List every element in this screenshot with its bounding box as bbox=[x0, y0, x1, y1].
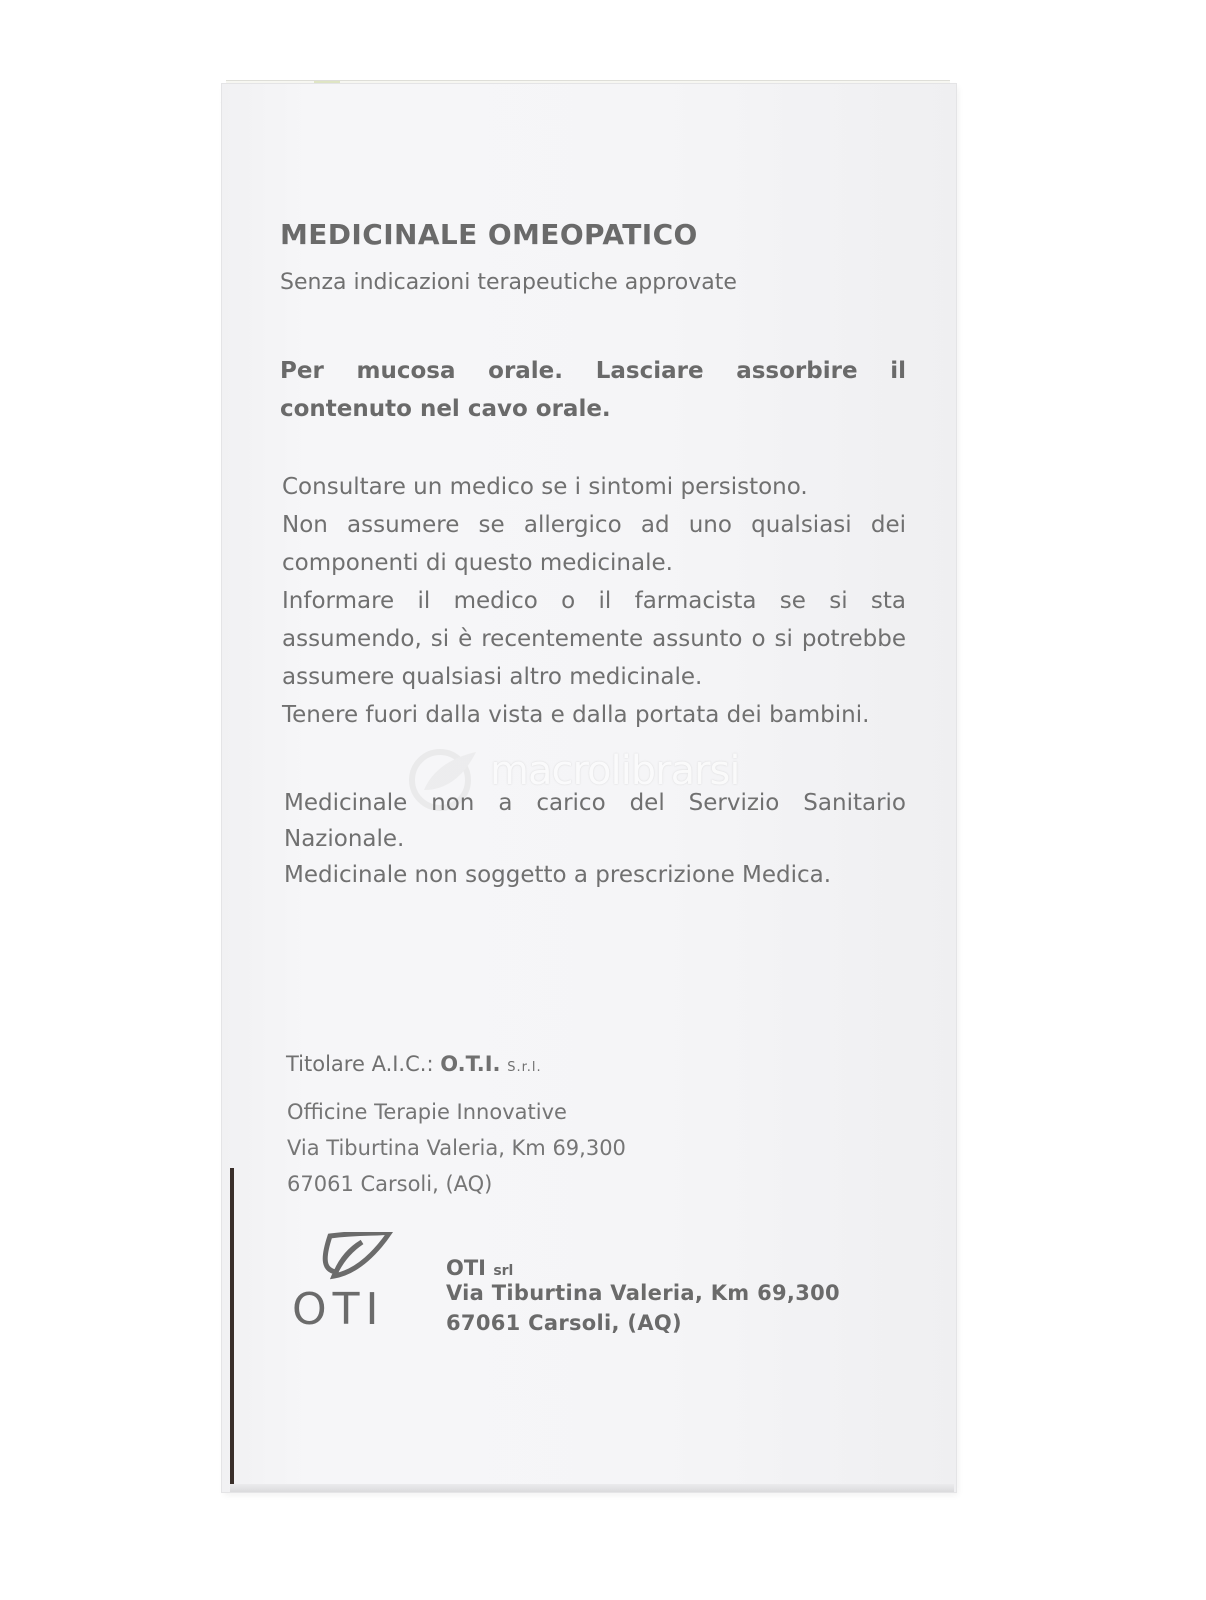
holder-address-line2: 67061 Carsoli, (AQ) bbox=[287, 1172, 493, 1196]
aic-holder-suffix: S.r.l. bbox=[507, 1060, 542, 1075]
warnings-block bbox=[282, 468, 906, 734]
footer-address-line1: Via Tiburtina Valeria, Km 69,300 bbox=[446, 1281, 840, 1305]
footer-company bbox=[446, 1256, 513, 1280]
oti-logo-text: OTI bbox=[292, 1284, 385, 1335]
product-subtitle: Senza indicazioni terapeutiche approvate bbox=[280, 270, 737, 295]
aic-label: Titolare A.I.C.: bbox=[286, 1052, 434, 1076]
holder-address bbox=[287, 1094, 626, 1202]
ssn-note: Medicinale non soggetto a prescrizione Medica. bbox=[284, 862, 832, 888]
holder-address-line1: Via Tiburtina Valeria, Km 69,300 bbox=[287, 1136, 626, 1160]
warning-text: Informare il medico o il farmacista se si sta assumendo, si è recentemente assunto o si potrebbe assumere qualsiasi altro medicinale. bbox=[282, 588, 906, 690]
footer-company-name: OTI bbox=[446, 1256, 486, 1280]
warning-text: Tenere fuori dalla vista e dalla portata dei bambini. bbox=[282, 702, 870, 728]
box-bottom-edge bbox=[230, 1484, 954, 1492]
footer-address bbox=[446, 1278, 840, 1338]
aic-holder bbox=[286, 1052, 542, 1076]
holder-company-name: Officine Terapie Innovative bbox=[287, 1100, 567, 1124]
warning-text: Consultare un medico se i sintomi persistono. bbox=[282, 474, 808, 500]
watermark-text: macrolibrarsi bbox=[490, 748, 740, 794]
usage-instructions: Per mucosa orale. Lasciare assorbire il contenuto nel cavo orale. bbox=[280, 358, 906, 422]
aic-holder-name: O.T.I. bbox=[440, 1052, 501, 1076]
ssn-notes bbox=[284, 785, 906, 893]
footer-company-suffix: srl bbox=[493, 1263, 514, 1279]
box-side-shadow bbox=[230, 1168, 234, 1490]
ssn-note: Medicinale non a carico del Servizio Sanitario Nazionale. bbox=[284, 790, 906, 852]
product-category-title: MEDICINALE OMEOPATICO bbox=[280, 218, 698, 251]
warning-text: Non assumere se allergico ad uno qualsiasi dei componenti di questo medicinale. bbox=[282, 512, 906, 576]
footer-address-line2: 67061 Carsoli, (AQ) bbox=[446, 1311, 682, 1335]
